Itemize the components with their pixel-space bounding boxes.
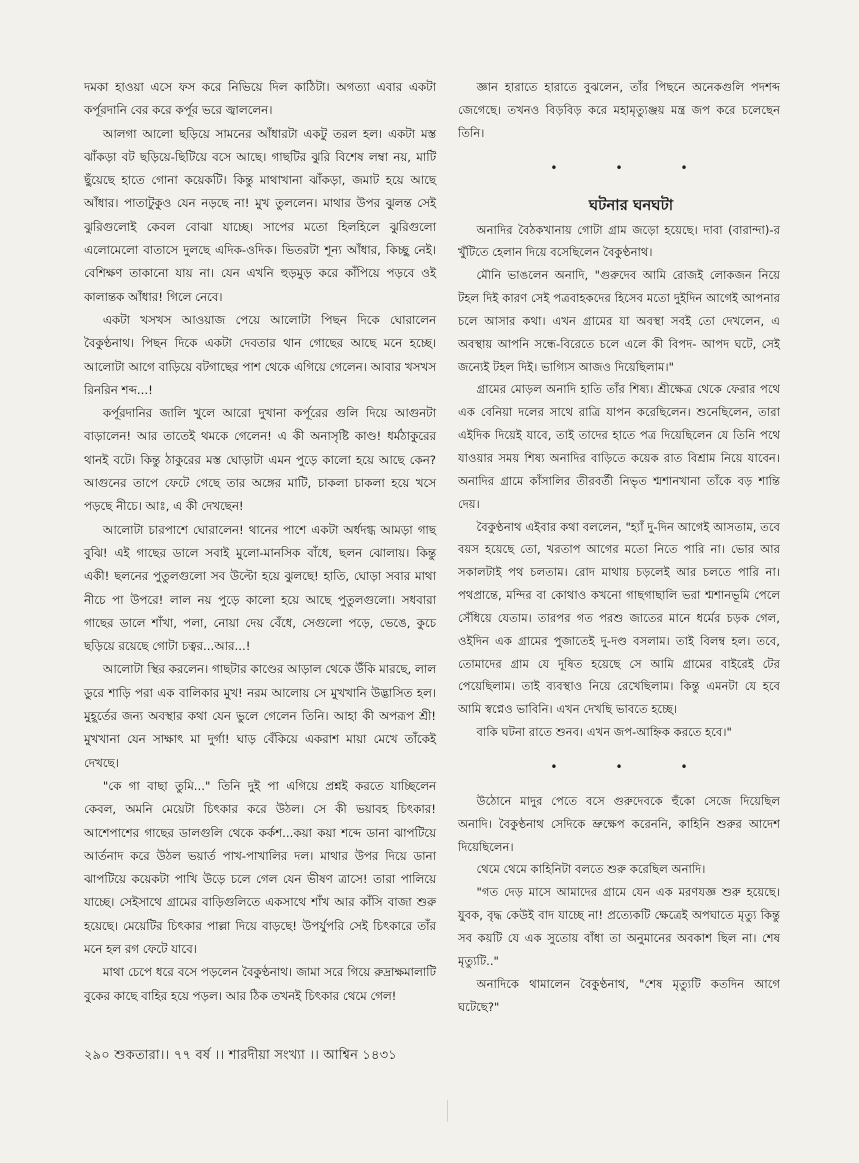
paragraph: মৌনি ভাঙলেন অনাদি, "গুরুদেব আমি রোজই লোকজন নিয়ে টহল দিই কারণ সেই পত্রবাহকদের হিসেব মতো দুইদিন আগেই আপনার চলে আসার কথা। এখন গ্রামের যা অবস্থা সবই তো দেখলেন, এ অবস্থায় আপনি সন্ধে-বিরেতে চলে এলে কী বিপদ- আপদ ঘটে, সেই জন্যেই টহল দিই। ভাগ্যিস আজও দিয়েছিলাম।" (458, 268, 780, 374)
paragraph: অনাদির বৈঠকখানায় গোটা গ্রাম জড়ো হয়েছে। দাবা (বারান্দা)-র খুঁটিতে হেলান দিয়ে বসেছিলেন বৈকুণ্ঠনাথ। (458, 222, 780, 260)
paragraph: আলোটা চারপাশে ঘোরালেন! থানের পাশে একটা অর্ধদগ্ধ আমড়া গাছ বুঝি! এই গাছের ডালে সবাই মুলো-মানসিক বাঁধে, ছলন ঝোলায়। কিন্তু একী! ছলনের পুতুলগুলো সব উল্টো হয়ে ঝুলছে! হাতি, ঘোড়া সবার মাথা নীচে পা উপরে! লাল নয় পুড়ে কালো হয়ে আছে পুতুলগুলো। সধবারা গাছের ডালে শাঁখা, পলা, নোয়া দেয় বেঁধে, সেগুলো পড়ে, ভেঙে, কুচে ছড়িয়ে রয়েছে গোটা চত্বর...আর...! (84, 522, 436, 654)
section-title: ঘটনার ঘনঘটা (588, 195, 674, 214)
left-column (84, 76, 436, 1008)
paragraph: অনাদিকে থামালেন বৈকুণ্ঠনাথ, "শেষ মৃত্যুটি কতদিন আগে ঘটেছে?" (458, 976, 780, 1014)
section-separator: ••• (550, 759, 746, 774)
right-column (458, 76, 780, 1018)
paragraph: উঠোনে মাদুর পেতে বসে গুরুদেবকে হুঁকো সেজে দিয়েছিল অনাদি। বৈকুণ্ঠনাথ সেদিকে ভ্রুক্ষেপ করেননি, কাহিনি শুরুর আদেশ দিয়েছিলেন। (458, 793, 780, 854)
paragraph: থেমে থেমে কাহিনিটা বলতে শুরু করেছিল অনাদি। (476, 862, 706, 877)
paragraph: বৈকুণ্ঠনাথ এইবার কথা বললেন, "হ্যাঁ দু-দিন আগেই আসতাম, তবে বয়স হয়েছে তো, খরতাপ আগের মতো নিতে পারি না। ভোর আর সকালটাই পথ চলতাম। রোদ মাথায় চড়লেই আর চলতে পারি না। পথপ্রান্তে, মন্দির বা কোথাও কখনো গাছগাছালি ভরা শ্মশানভূমি পেলে সেঁধিয়ে যেতাম। তারপর গত পরশু জাতের মানে ধর্মের চড়ক গেল, ওইদিন এক গ্রামের পুজাতেই দু-দণ্ড বসলাম। তাই বিলম্ব হল। তবে, তোমাদের গ্রাম যে দূষিত হয়েছে সে আমি গ্রামের বাইরেই টের পেয়েছিলাম। তাই ব্যবস্থাও নিয়ে রেখেছিলাম। কিন্তু এমনটা যে হবে আমি স্বপ্নেও ভাবিনি। এখন দেখছি ভাবতে হচ্ছে। (458, 519, 780, 717)
paragraph: গ্রামের মোড়ল অনাদি হাতি তাঁর শিষ্য। শ্রীক্ষেত্র থেকে ফেরার পথে এক বেনিয়া দলের সাথে রাত্রি যাপন করেছিলেন। শুনেছিলেন, তারা এইদিক দিয়েই যাবে, তাই তাদের হাতে পত্র দিয়েছিলেন যে তিনি পথে যাওয়ার সময় শিষ্য অনাদির বাড়িতে কয়েক রাত বিশ্রাম নিয়ে যাবেন। অনাদির গ্রামে কাঁসালির তীরবর্তী নিভৃত শ্মশানখানা তাঁকে বড় শান্তি দেয়। (458, 382, 780, 511)
page-footer: ২৯০ শুকতারা।। ৭৭ বর্ষ ।। শারদীয়া সংখ্যা ।। আশ্বিন ১৪৩১ (84, 1048, 397, 1063)
paragraph: "কে গা বাছা তুমি..." তিনি দুই পা এগিয়ে প্রশ্নই করতে যাচ্ছিলেন কেবল, অমনি মেয়েটা চিৎকার করে উঠল। সে কী ভয়াবহ চিৎকার! আশেপাশের গাছের ডালগুলি থেকে কর্কশ...কয়া কয়া শব্দে ডানা ঝাপটিয়ে আর্তনাদ করে উঠল ভয়ার্ত পাখ-পাখালির দল। মাথার উপর দিয়ে ডানা ঝাপটিয়ে কয়েকটা পাখি উড়ে চলে গেল যেন ভীষণ ত্রাসে! তারা পালিয়ে যাচ্ছে। সেইসাথে গ্রামের বাড়িগুলিতে একসাথে শাঁখ আর কাঁসি বাজা শুরু হয়েছে। মেয়েটির চিৎকার পাল্লা দিয়ে বাড়ছে! উপর্যুপরি সেই চিৎকারে তাঁর মনে হল রগ ফেটে যাবে। (84, 778, 436, 956)
section-separator: ••• (550, 160, 746, 175)
paragraph: আলগা আলো ছড়িয়ে সামনের আঁধারটা একটু তরল হল। একটা মস্ত ঝাঁকড়া বট ছড়িয়ে-ছিটিয়ে বসে আছে। গাছটির ঝুরি বিশেষ লম্বা নয়, মাটি ছুঁয়েছে হাতে গোনা কয়েকটি। কিন্তু মাথাখানা ঝাঁকড়া, জমাট হয়ে আছে আঁধার। পাতাটুকুও যেন নড়ছে না! মুখ তুললেন। মাথার উপর ঝুলন্ত সেই ঝুরিগুলোই কেবল বোঝা যাচ্ছে। সাপের মতো হিলহিলে ঝুরিগুলো এলোমেলো বাতাসে দুলছে এদিক-ওদিক। ভিতরটা শূন্য আঁধার, কিচ্ছু নেই। বেশিক্ষণ তাকানো যায় না। যেন এখনি হুড়মুড় করে কাঁপিয়ে পড়বে ওই কালান্তক আঁধার! গিলে নেবে। (84, 126, 436, 304)
paragraph: আলোটা স্থির করলেন। গাছটার কাণ্ডের আড়াল থেকে উঁকি মারছে, লাল ডুরে শাড়ি পরা এক বালিকার মুখ! নরম আলোয় সে মুখখানি উদ্ভাসিত হল। মুহূর্তের জন্য অবস্থার কথা যেন ভুলে গেলেন তিনি। আহা কী অপরূপ শ্রী! মুখখানা যেন সাক্ষাৎ মা দুর্গা! ঘাড় বেঁকিয়ে একরাশ মায়া মেখে তাঁকেই দেখছে। (84, 662, 436, 770)
paragraph: দমকা হাওয়া এসে ফস করে নিভিয়ে দিল কাঠিটা। অগত্যা এবার একটা কর্পূরদানি বের করে কর্পূর ভরে জ্বাললেন। (84, 80, 436, 118)
gutter-mark (447, 1100, 448, 1122)
paragraph: একটা খসখস আওয়াজ পেয়ে আলোটা পিছন দিকে ঘোরালেন বৈকুণ্ঠনাথ। পিছন দিকে একটা দেবতার থান গোছের আছে মনে হচ্ছে। আলোটা আগে বাড়িয়ে বটগাছের পাশ থেকে এগিয়ে গেলেন। আবার খসখস রিনরিন শব্দ...! (84, 312, 436, 397)
paragraph: বাকি ঘটনা রাতে শুনব। এখন জপ-আহ্নিক করতে হবে।" (476, 725, 732, 740)
paragraph: "গত দেড় মাসে আমাদের গ্রামে যেন এক মরণযজ্ঞ শুরু হয়েছে। যুবক, বৃদ্ধ কেউই বাদ যাচ্ছে না! প্রত্যেকটি ক্ষেত্রেই অপঘাতে মৃত্যু কিন্তু সব কয়টি যে এক সুতোয় বাঁধা তা অনুমানের অবকাশ ছিল না। শেষ মৃত্যুটি.." (458, 885, 780, 968)
paragraph: কর্পূরদানির জালি খুলে আরো দুখানা কর্পূরের গুলি দিয়ে আগুনটা বাড়ালেন! আর তাতেই থমকে গেলেন! এ কী অনাসৃষ্টি কাণ্ড! ধর্মঠাকুরের থানই বটে। কিন্তু ঠাকুরের মস্ত ঘোড়াটা এমন পুড়ে কালো হয়ে আছে কেন? আগুনের তাপে ফেটে গেছে তার অঙ্গের মাটি, চাকলা চাকলা হয়ে খসে পড়ছে নীচে। আঃ, এ কী দেখছেন! (84, 406, 436, 514)
paragraph: জ্ঞান হারাতে হারাতে বুঝলেন, তাঁর পিছনে অনেকগুলি পদশব্দ জেগেছে। তখনও বিড়বিড় করে মহামৃত্যুঞ্জয় মন্ত্র জপ করে চলেছেন তিনি। (458, 80, 780, 140)
paragraph: মাথা চেপে ধরে বসে পড়লেন বৈকুণ্ঠনাথ। জামা সরে গিয়ে রুদ্রাক্ষমালাটি বুকের কাছে বাহির হয়ে পড়ল। আর ঠিক তখনই চিৎকার থেমে গেল! (84, 965, 436, 1003)
